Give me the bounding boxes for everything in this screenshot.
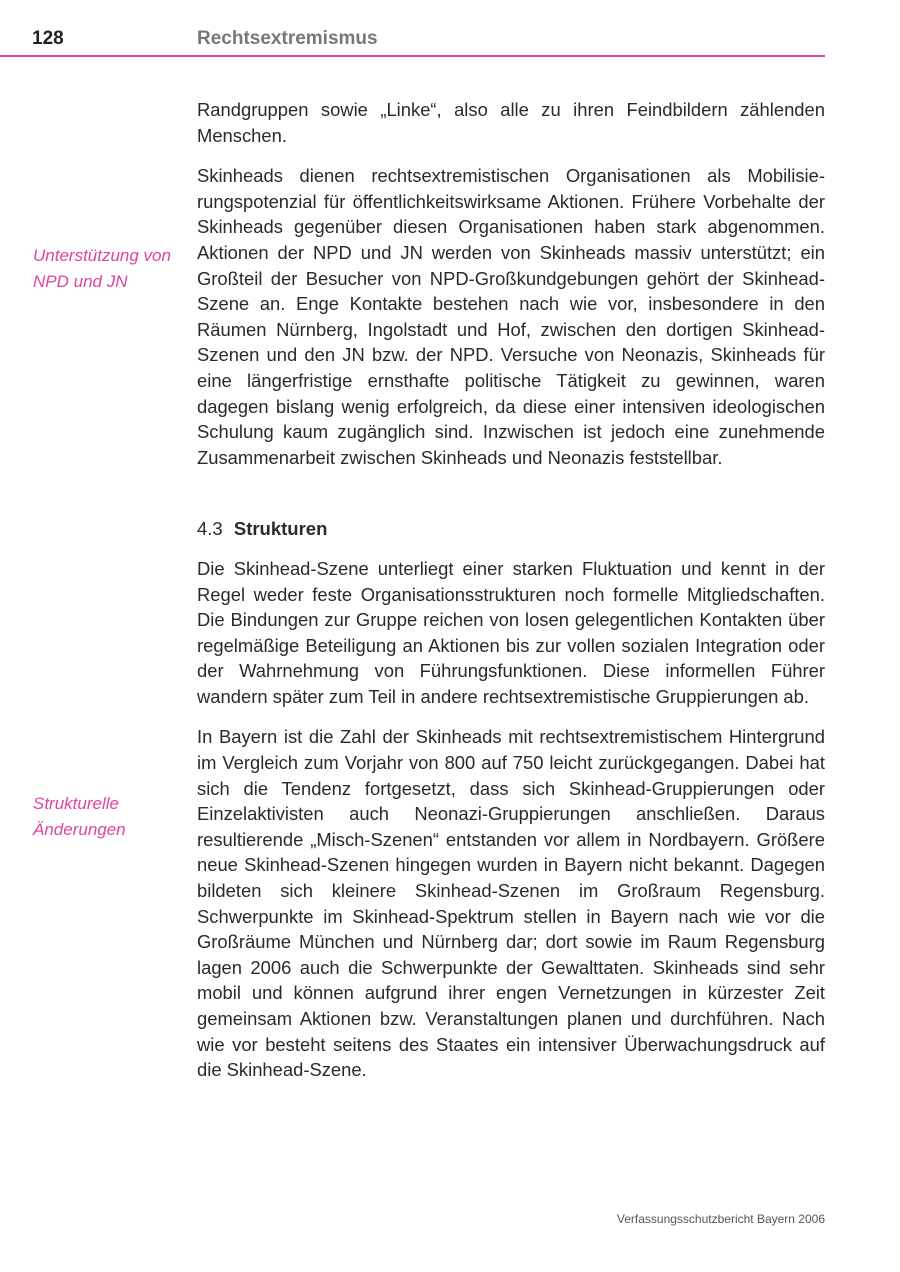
paragraph: Die Skinhead-Szene unterliegt einer starken Fluktuation und kennt in der Regel weder feste Organisationsstrukturen noch formelle Mitgliedschaften. Die Bindungen zur Gruppe reichen von losen gelegentlichen Kontakten über regelmäßige Beteiligung an Aktionen bis zur vollen sozialen Integration oder der Wahrnehmung von Führungsfunktionen. Diese informellen Führer wandern später zum Teil in andere rechtsextremistische Gruppierungen ab. (197, 557, 825, 707)
header-rule (0, 55, 825, 57)
page-number: 128 (32, 28, 64, 49)
section-title: Strukturen (233, 518, 328, 540)
section-number: 4.3 (197, 518, 223, 540)
running-title: Rechtsextremismus (197, 28, 378, 49)
section-heading (197, 516, 825, 542)
page-header (0, 28, 825, 58)
margin-note-structural-changes: Strukturelle Änderungen (33, 794, 126, 839)
footer-publication: Verfassungsschutzbericht Bayern 2006 (616, 1212, 825, 1226)
paragraph: In Bayern ist die Zahl der Skinheads mit rechtsextremistischem Hintergrund im Vergleich zum Vorjahr von 800 auf 750 leicht zurückgegangen. Dabei hat sich die Tendenz fortgesetzt, dass sich Skinhead-Gruppierungen oder Einzelaktivisten auch Neonazi-Gruppierungen anschließen. Daraus resultierende „Misch-Szenen“ entstanden vor allem in Nordbayern. Größere neue Skinhead-Szenen hingegen wurden in Bayern nicht bekannt. Dagegen bildeten sich kleinere Skinhead-Szenen im Großraum Regensburg. Schwerpunkte im Skinhead-Spektrum stellen in Bayern nach wie vor die Großräume München und Nürnberg dar; dort sowie im Raum Regensburg lagen 2006 auch die Schwerpunkte der Gewalttaten. Skinheads sind sehr mobil und können aufgrund ihrer engen Vernetzungen in kürzester Zeit gemeinsam Aktionen bzw. Veranstaltungen planen und durchführen. Nach wie vor besteht seitens des Staates ein intensiver Überwachungsdruck auf die Skinhead-Szene. (197, 726, 825, 1081)
paragraph: Randgruppen sowie „Linke“, also alle zu ihren Feindbildern zählenden Menschen. (197, 99, 825, 146)
paragraph: Skinheads dienen rechtsextremistischen Organisationen als Mobilisierungspotenzial für öffentlichkeitswirksame Aktionen. Frühere Vorbehalte der Skinheads gegenüber diesen Organisationen haben stark abgenommen. Aktionen der NPD und JN werden von Skinheads massiv unterstützt; ein Großteil der Besucher von NPD-Großkundgebungen gehört der Skinhead-Szene an. Enge Kontakte bestehen nach wie vor, insbesondere in den Räumen Nürnberg, Ingolstadt und Hof, zwischen den dortigen Skinhead-Szenen und den JN bzw. der NPD. Versuche von Neonazis, Skinheads für eine längerfristige ernsthafte politische Tätigkeit zu gewinnen, waren dagegen bislang wenig erfolgreich, da diese einer intensiven ideologischen Schulung kaum zugänglich sind. Inzwischen ist jedoch eine zunehmende Zusammenarbeit zwischen Skinheads und Neonazis feststellbar. (197, 165, 825, 468)
main-text-column (197, 97, 825, 1098)
margin-note-support: Unterstützung von NPD und JN (33, 246, 171, 291)
